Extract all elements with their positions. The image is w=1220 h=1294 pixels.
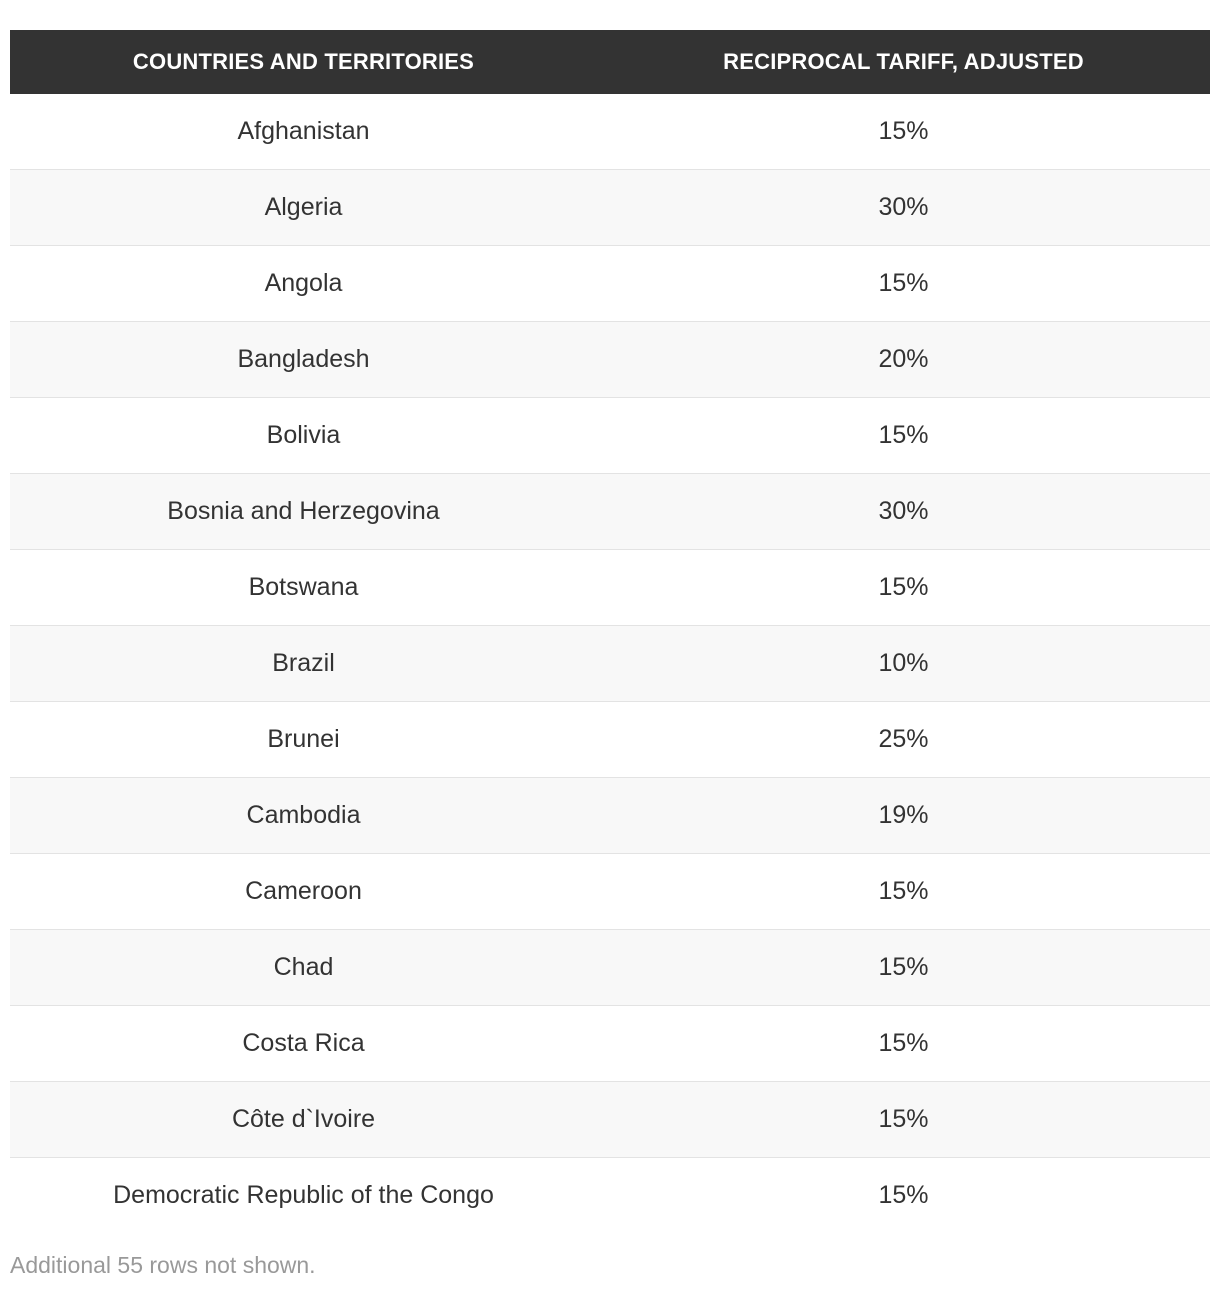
- tariff-cell: 15%: [597, 1006, 1210, 1082]
- country-cell: Bangladesh: [10, 322, 597, 398]
- tariff-cell: 15%: [597, 94, 1210, 170]
- tariff-cell: 15%: [597, 854, 1210, 930]
- table-row: [10, 1006, 1210, 1082]
- country-cell: Democratic Republic of the Congo: [113, 1181, 494, 1209]
- country-cell: Botswana: [10, 550, 597, 626]
- table-row: [10, 854, 1210, 930]
- tariff-cell: 15%: [597, 1082, 1210, 1158]
- tariff-cell: 15%: [597, 550, 1210, 626]
- country-cell: Bolivia: [10, 398, 597, 474]
- country-cell: Cameroon: [10, 854, 597, 930]
- country-cell: Costa Rica: [10, 1006, 597, 1082]
- table-row: [10, 398, 1210, 474]
- column-header-country: COUNTRIES AND TERRITORIES: [10, 30, 597, 94]
- tariff-cell: 10%: [597, 626, 1210, 702]
- tariff-table: [10, 30, 1210, 1233]
- country-cell: Brunei: [10, 702, 597, 778]
- tariff-cell: 20%: [597, 322, 1210, 398]
- table-header: [10, 30, 1210, 94]
- table-row: [10, 322, 1210, 398]
- table-row: [10, 550, 1210, 626]
- tariff-cell: 19%: [597, 778, 1210, 854]
- table-row: [10, 702, 1210, 778]
- table-row: [10, 474, 1210, 550]
- table-body: [10, 94, 1210, 1233]
- table-row: [10, 170, 1210, 246]
- country-cell: Angola: [10, 246, 597, 322]
- table-row: [10, 930, 1210, 1006]
- tariff-cell: 30%: [597, 474, 1210, 550]
- rows-not-shown-note: Additional 55 rows not shown.: [10, 1252, 316, 1278]
- country-cell: Bosnia and Herzegovina: [10, 474, 597, 550]
- table-row: [10, 246, 1210, 322]
- country-cell: Cambodia: [10, 778, 597, 854]
- country-cell: Côte d`Ivoire: [10, 1082, 597, 1158]
- tariff-cell: 30%: [597, 170, 1210, 246]
- country-cell: Afghanistan: [10, 94, 597, 170]
- tariff-cell: 15%: [597, 398, 1210, 474]
- header-row: [10, 30, 1210, 94]
- column-header-tariff: RECIPROCAL TARIFF, ADJUSTED: [597, 30, 1210, 94]
- tariff-cell: 15%: [597, 246, 1210, 322]
- table-row: [10, 778, 1210, 854]
- table-row: [10, 1158, 1210, 1234]
- tariff-cell: 15%: [597, 930, 1210, 1006]
- table-row: [10, 1082, 1210, 1158]
- country-cell: Chad: [10, 930, 597, 1006]
- tariff-cell: 25%: [597, 702, 1210, 778]
- table-row: [10, 94, 1210, 170]
- country-cell: Algeria: [10, 170, 597, 246]
- tariff-table-container: [10, 30, 1210, 1233]
- tariff-cell: 15%: [878, 1181, 929, 1209]
- country-cell: Brazil: [10, 626, 597, 702]
- table-row: [10, 626, 1210, 702]
